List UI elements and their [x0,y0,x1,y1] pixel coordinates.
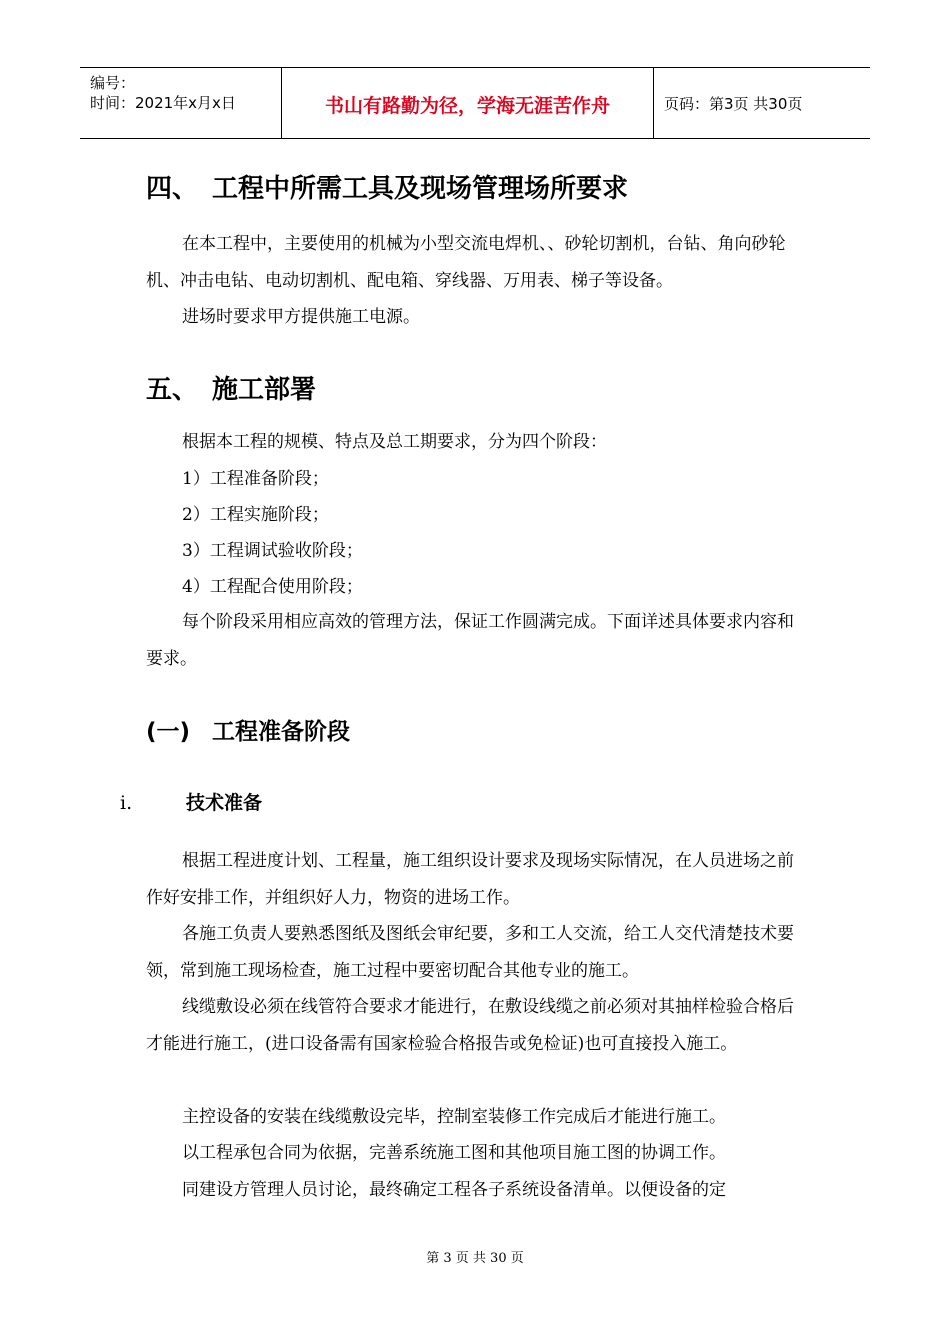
header-page-cell [654,68,870,138]
paragraph: 主控设备的安装在线缆敷设完毕，控制室装修工作完成后才能进行施工。 [182,1107,726,1127]
section-heading-4 [146,168,628,205]
paragraph: 在本工程中，主要使用的机械为小型交流电焊机、、砂轮切割机，台钻、角向砂轮机、冲击电钻、电动切割机、配电箱、穿线器、万用表、梯子等设备。 [146,234,786,291]
paragraph: 进场时要求甲方提供施工电源。 [182,307,420,327]
list-item: 1）工程准备阶段； [182,469,329,489]
document-number-label: 编号： [90,74,136,92]
subsubsection-heading [120,788,262,815]
section-title: 施工部署 [212,375,317,405]
document-header [80,67,870,139]
subsection-number: (一) [146,719,191,745]
subsubsection-title: 技术准备 [186,792,263,814]
header-left-cell [80,68,282,138]
paragraph: 线缆敷设必须在线管符合要求才能进行，在敷设线缆之前必须对其抽样检验合格后才能进行施工，(进口设备需有国家检验合格报告或免检证)也可直接投入施工。 [146,997,794,1054]
subsection-title: 工程准备阶段 [212,719,350,745]
list-item: 2）工程实施阶段； [182,505,329,525]
page-footer: 第 3 页 共 30 页 [426,1251,524,1266]
section-number: 四、 [146,174,199,204]
header-page-label: 页码：第3页 共30页 [664,95,803,113]
subsubsection-number: i. [120,792,133,814]
document-date-label: 时间：2021年x月x日 [90,94,236,112]
paragraph: 以工程承包合同为依据，完善系统施工图和其他项目施工图的协调工作。 [182,1143,726,1163]
list-item: 4）工程配合使用阶段； [182,577,363,597]
header-motto: 书山有路勤为径，学海无涯苦作舟 [324,95,610,117]
section-number: 五、 [146,375,199,405]
paragraph: 根据本工程的规模、特点及总工期要求，分为四个阶段： [182,432,607,452]
list-item: 3）工程调试验收阶段； [182,541,363,561]
header-motto-cell [282,68,654,138]
paragraph: 每个阶段采用相应高效的管理方法，保证工作圆满完成。下面详述具体要求内容和要求。 [146,612,794,669]
section-heading-5 [146,369,316,406]
section-title: 工程中所需工具及现场管理场所要求 [212,174,629,204]
subsection-heading [146,713,350,746]
paragraph: 各施工负责人要熟悉图纸及图纸会审纪要，多和工人交流，给工人交代清楚技术要领，常到施工现场检查，施工过程中要密切配合其他专业的施工。 [146,924,794,981]
paragraph: 同建设方管理人员讨论，最终确定工程各子系统设备清单。以便设备的定 [182,1180,726,1200]
paragraph: 根据工程进度计划、工程量，施工组织设计要求及现场实际情况，在人员进场之前作好安排工作，并组织好人力，物资的进场工作。 [146,851,794,908]
